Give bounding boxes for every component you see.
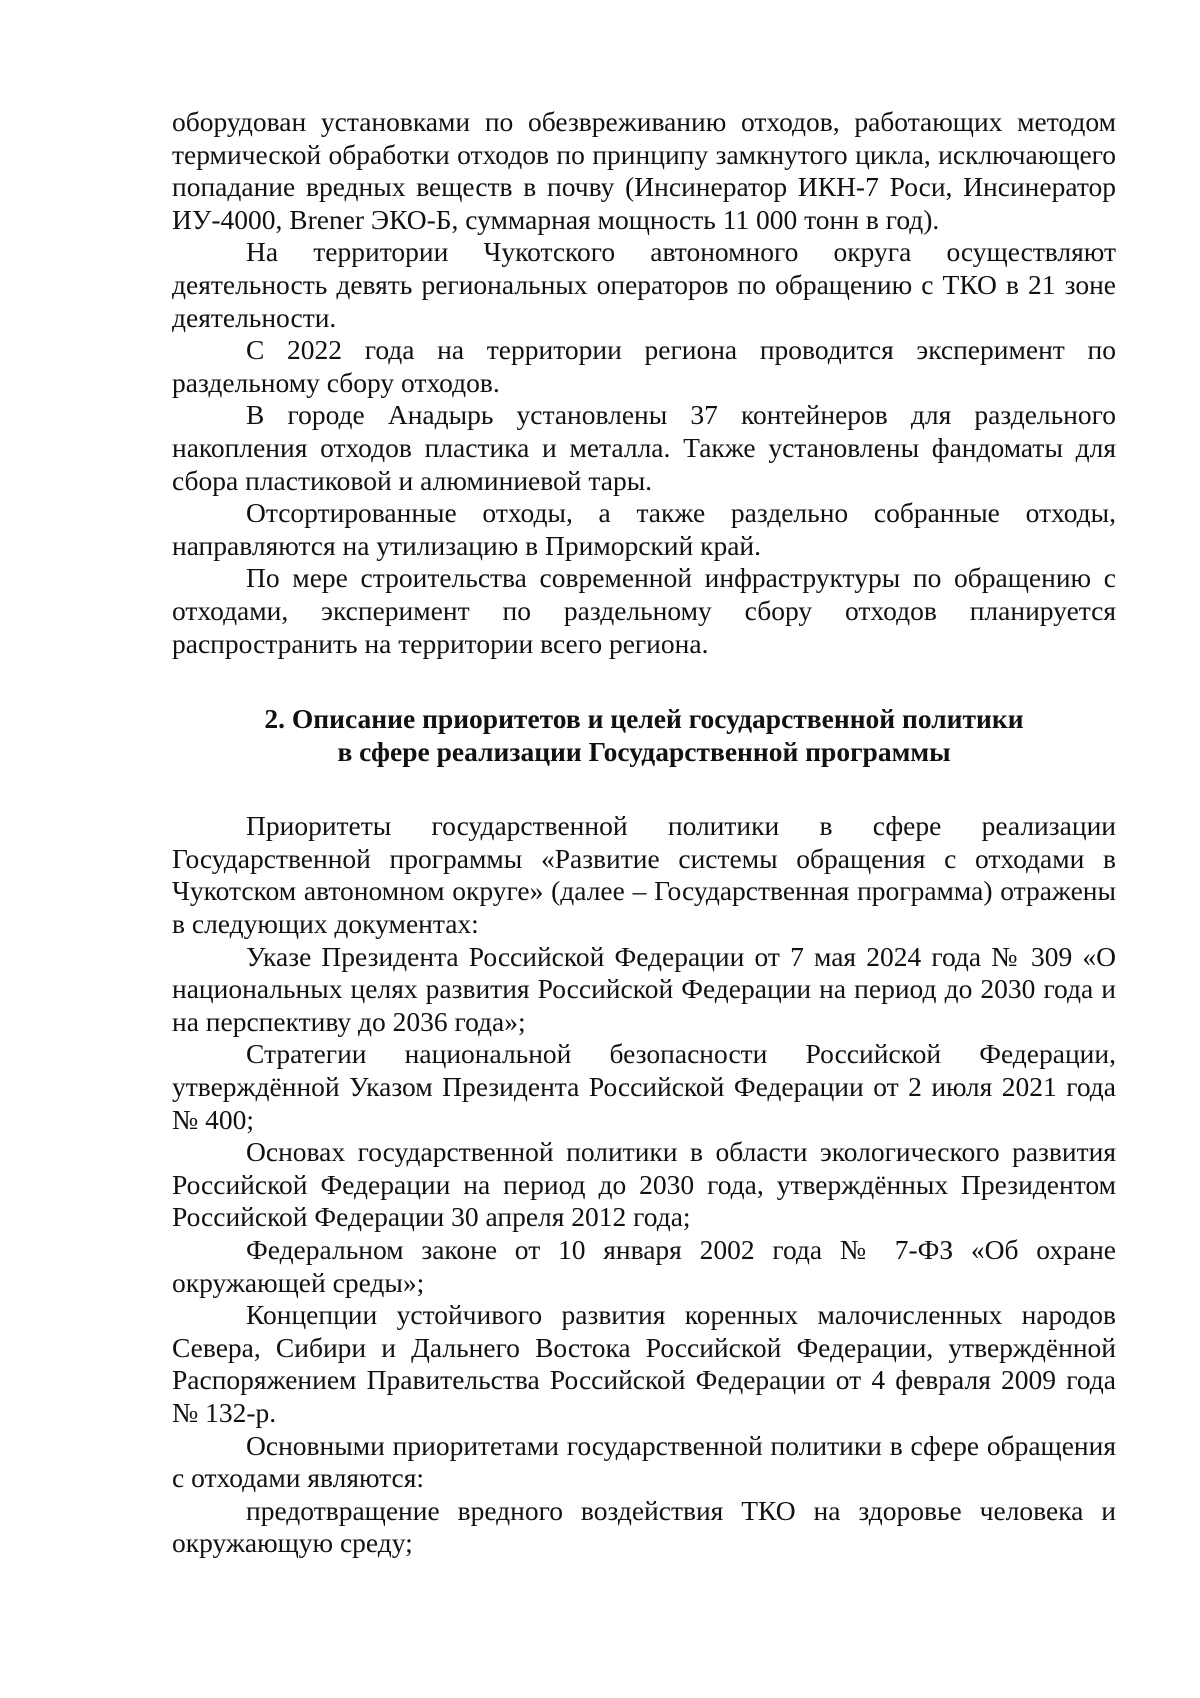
paragraph-ecology-policy: Основах государственной политики в области экологического развития Российской Федерации на период до 2030 года, утверждённых Президентом Российской Федерации 30 апреля 2012 года; (172, 1136, 1116, 1233)
section-heading-line1: 2. Описание приоритетов и целей государственной политики (264, 703, 1024, 735)
paragraph-prevention: предотвращение вредного воздействия ТКО на здоровье человека и окружающую среду; (172, 1494, 1116, 1559)
paragraph-indigenous-concept: Концепции устойчивого развития коренных малочисленных народов Севера, Сибири и Дальнего Востока Российской Федерации, утверждённой Распоряжением Правительства Российской Федерации от 4 февраля 2009 года № 132-р. (172, 1299, 1116, 1428)
section-heading (172, 703, 1116, 768)
document-page (172, 106, 1116, 1560)
paragraph-presidential-decree: Указе Президента Российской Федерации от 7 мая 2024 года № 309 «О национальных целях развития Российской Федерации на период до 2030 года и на перспективу до 2036 года»; (172, 940, 1116, 1037)
paragraph-regional-operators: На территории Чукотского автономного округа осуществляют деятельность девять региональных операторов по обращению с ТКО в 21 зоне деятельности. (172, 236, 1116, 333)
paragraph-main-priorities: Основными приоритетами государственной политики в сфере обращения с отходами являются: (172, 1429, 1116, 1494)
paragraph-security-strategy: Стратегии национальной безопасности Российской Федерации, утверждённой Указом Президента Российской Федерации от 2 июля 2021 года № 400; (172, 1038, 1116, 1135)
section-heading-line2: в сфере реализации Государственной программы (337, 735, 951, 767)
paragraph-sorted-waste: Отсортированные отходы, а также раздельно собранные отходы, направляются на утилизацию в Приморский край. (172, 497, 1116, 561)
paragraph-infrastructure-expansion: По мере строительства современной инфраструктуры по обращению с отходами, эксперимент по раздельному сбору отходов планируется распространить на территории всего региона. (172, 562, 1116, 659)
paragraph-incinerator-equipment: оборудован установками по обезвреживанию отходов, работающих методом термической обработки отходов по принципу замкнутого цикла, исключающего попадание вредных веществ в почву (Инсинератор ИКН-7 Роси, Инсинератор ИУ-4000, Brener ЭКО-Б, суммарная мощность 11 000 тонн в год). (172, 106, 1116, 235)
paragraph-anadyr-containers: В городе Анадырь установлены 37 контейнеров для раздельного накопления отходов пластика и металла. Также установлены фандоматы для сбора пластиковой и алюминиевой тары. (172, 399, 1116, 496)
paragraph-federal-law: Федеральном законе от 10 января 2002 года № 7-ФЗ «Об охране окружающей среды»; (172, 1234, 1116, 1298)
paragraph-experiment-2022: С 2022 года на территории региона проводится эксперимент по раздельному сбору отходов. (172, 334, 1116, 398)
paragraph-priorities-intro: Приоритеты государственной политики в сфере реализации Государственной программы «Развитие системы обращения с отходами в Чукотском автономном округе» (далее – Государственная программа) отражены в следующих документах: (172, 810, 1116, 940)
